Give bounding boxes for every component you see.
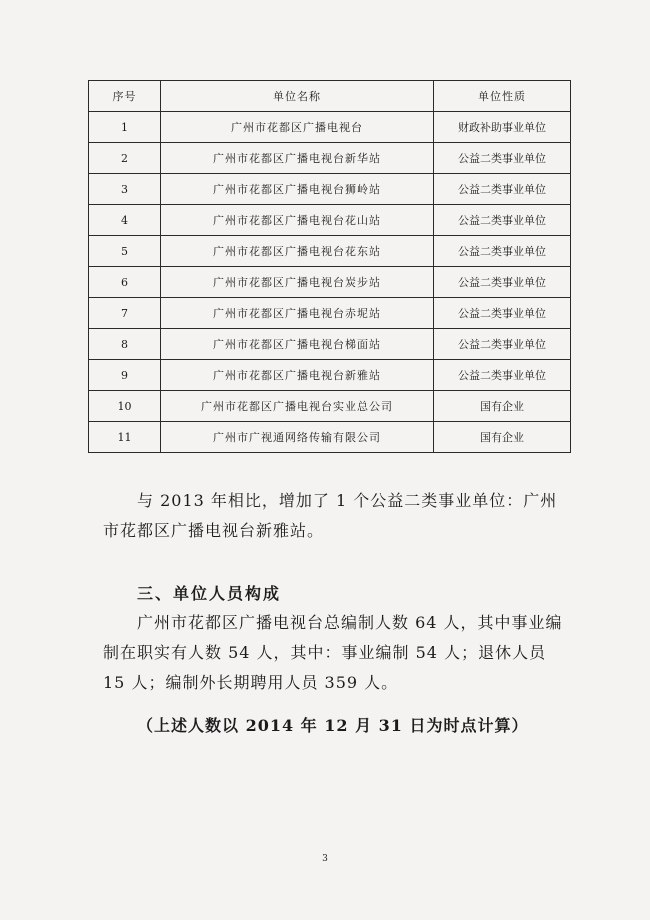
- cell-unit-type: 公益二类事业单位: [434, 329, 571, 360]
- units-table: [88, 80, 571, 453]
- cell-unit-type: 财政补助事业单位: [434, 112, 571, 143]
- table-row: [89, 205, 571, 236]
- cell-serial: 8: [89, 329, 161, 360]
- cell-serial: 11: [89, 422, 161, 453]
- paragraph-staffing: 广州市花都区广播电视台总编制人数 64 人，其中事业编制在职实有人数 54 人，其中：事业编制 54 人；退休人员 15 人；编制外长期聘用人员 359 人。: [103, 613, 563, 692]
- cell-unit-name: 广州市花都区广播电视台梯面站: [161, 329, 434, 360]
- table-header-row: [89, 81, 571, 112]
- table-row: [89, 267, 571, 298]
- cell-unit-type: 国有企业: [434, 422, 571, 453]
- table-row: [89, 298, 571, 329]
- page-number: 3: [322, 854, 328, 864]
- header-unit-type: 单位性质: [434, 81, 571, 112]
- cell-serial: 9: [89, 360, 161, 391]
- table-row: [89, 329, 571, 360]
- cell-unit-name: 广州市花都区广播电视台新华站: [161, 143, 434, 174]
- cell-unit-name: 广州市花都区广播电视台炭步站: [161, 267, 434, 298]
- cell-unit-type: 公益二类事业单位: [434, 236, 571, 267]
- cell-serial: 6: [89, 267, 161, 298]
- cell-unit-name: 广州市花都区广播电视台花山站: [161, 205, 434, 236]
- cell-unit-type: 公益二类事业单位: [434, 205, 571, 236]
- table-row: [89, 391, 571, 422]
- cell-unit-name: 广州市花都区广播电视台: [161, 112, 434, 143]
- cell-unit-name: 广州市花都区广播电视台花东站: [161, 236, 434, 267]
- cell-serial: 10: [89, 391, 161, 422]
- cell-serial: 4: [89, 205, 161, 236]
- cell-unit-name: 广州市花都区广播电视台赤坭站: [161, 298, 434, 329]
- staffing-date-note: （上述人数以 2014 年 12 月 31 日为时点计算）: [137, 716, 529, 735]
- cell-unit-name: 广州市花都区广播电视台实业总公司: [161, 391, 434, 422]
- cell-unit-type: 公益二类事业单位: [434, 298, 571, 329]
- cell-unit-name: 广州市花都区广播电视台狮岭站: [161, 174, 434, 205]
- header-unit-name: 单位名称: [161, 81, 434, 112]
- cell-unit-name: 广州市花都区广播电视台新雅站: [161, 360, 434, 391]
- paragraph-change-note: 与 2013 年相比，增加了 1 个公益二类事业单位：广州市花都区广播电视台新雅站。: [103, 491, 558, 540]
- cell-unit-type: 公益二类事业单位: [434, 143, 571, 174]
- cell-serial: 2: [89, 143, 161, 174]
- table-row: [89, 360, 571, 391]
- cell-unit-type: 公益二类事业单位: [434, 267, 571, 298]
- table-row: [89, 422, 571, 453]
- cell-serial: 3: [89, 174, 161, 205]
- cell-unit-type: 公益二类事业单位: [434, 360, 571, 391]
- cell-serial: 1: [89, 112, 161, 143]
- cell-serial: 7: [89, 298, 161, 329]
- section-heading: 三、单位人员构成: [137, 584, 282, 603]
- cell-unit-name: 广州市广视通网络传输有限公司: [161, 422, 434, 453]
- cell-unit-type: 国有企业: [434, 391, 571, 422]
- cell-serial: 5: [89, 236, 161, 267]
- table-body: [89, 112, 571, 453]
- header-serial: 序号: [89, 81, 161, 112]
- table-row: [89, 143, 571, 174]
- table-row: [89, 236, 571, 267]
- table-row: [89, 174, 571, 205]
- cell-unit-type: 公益二类事业单位: [434, 174, 571, 205]
- table-row: [89, 112, 571, 143]
